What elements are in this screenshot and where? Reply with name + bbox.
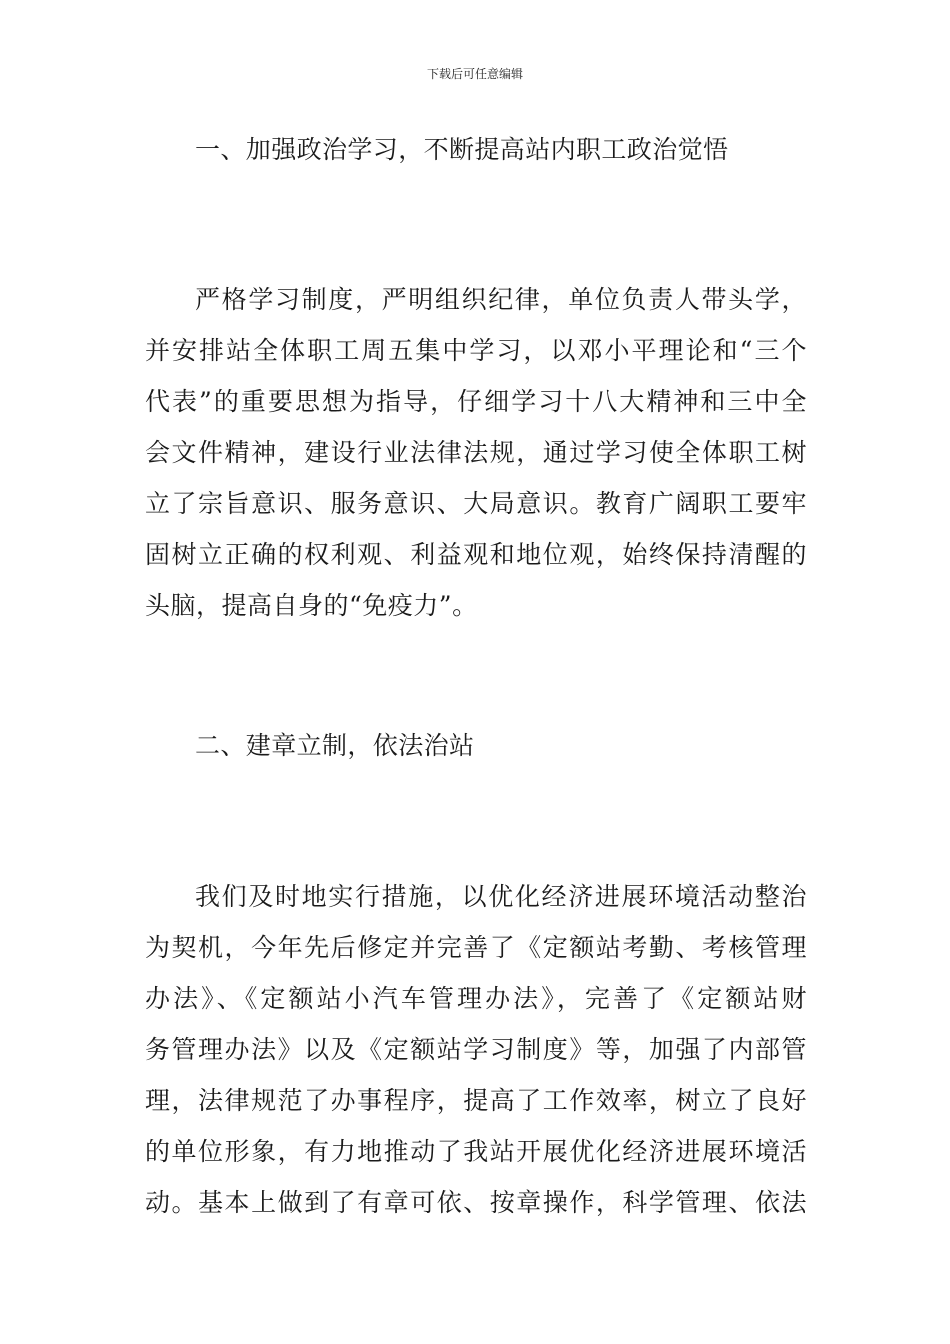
paragraph-line: 的单位形象，有力地推动了我站开展优化经济进展环境活	[145, 1137, 807, 1166]
paragraph-line: 动。基本上做到了有章可依、按章操作，科学管理、依法	[145, 1188, 807, 1217]
paragraph-line: 为契机，今年先后修定并完善了《定额站考勤、考核管理	[145, 933, 807, 962]
page-header-note: 下载后可任意编辑	[426, 67, 523, 81]
paragraph-line: 理，法律规范了办事程序，提高了工作效率，树立了良好	[145, 1086, 807, 1115]
paragraph-line: 会文件精神，建设行业法律法规，通过学习使全体职工树	[145, 438, 807, 467]
paragraph-line: 并安排站全体职工周五集中学习，以邓小平理论和“三个	[145, 336, 807, 365]
section-2-heading: 二、建章立制，依法治站	[195, 731, 475, 760]
paragraph-line: 务管理办法》以及《定额站学习制度》等，加强了内部管	[145, 1035, 807, 1064]
paragraph-line: 头脑，提高自身的“免疫力”。	[145, 591, 478, 620]
paragraph-line: 严格学习制度，严明组织纪律，单位负责人带头学，	[195, 285, 807, 314]
section-2-paragraph	[145, 871, 807, 1228]
section-1-paragraph	[145, 274, 807, 631]
paragraph-line: 代表”的重要思想为指导，仔细学习十八大精神和三中全	[145, 387, 807, 416]
paragraph-line: 立了宗旨意识、服务意识、大局意识。教育广阔职工要牢	[145, 489, 807, 518]
paragraph-line: 我们及时地实行措施，以优化经济进展环境活动整治	[195, 882, 807, 911]
paragraph-line: 固树立正确的权利观、利益观和地位观，始终保持清醒的	[145, 540, 807, 569]
paragraph-line: 办法》、《定额站小汽车管理办法》，完善了《定额站财	[145, 984, 807, 1013]
section-1-heading: 一、加强政治学习，不断提高站内职工政治觉悟	[195, 135, 729, 164]
